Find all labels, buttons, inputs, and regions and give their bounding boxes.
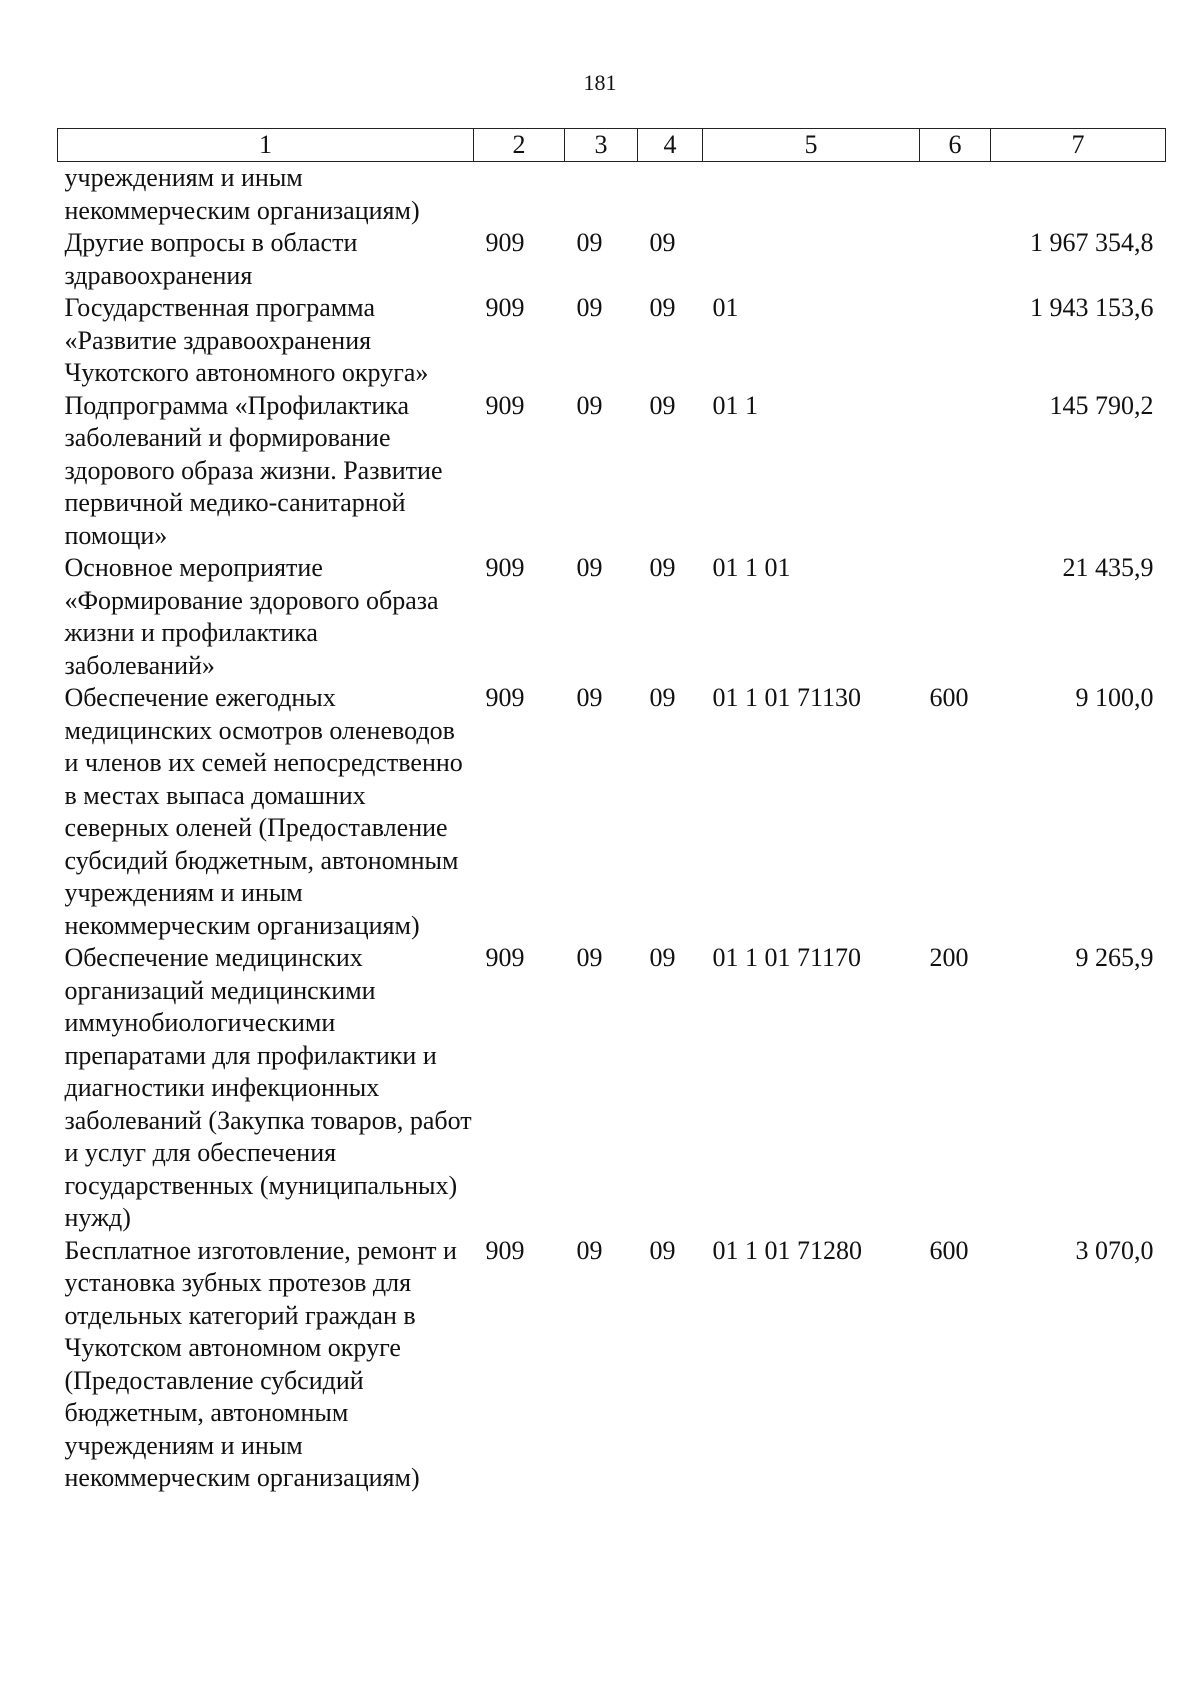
column-header-3: 3 — [565, 129, 638, 162]
row-amount: 145 790,2 — [1049, 390, 1154, 420]
table-row — [58, 552, 1166, 682]
row-expense-type — [920, 552, 991, 682]
row-ministry-code: 909 — [485, 553, 525, 582]
row-expense-type — [920, 390, 991, 553]
table-row — [58, 390, 1166, 553]
row-expense-type: 600 — [929, 683, 969, 712]
header-row — [58, 129, 1166, 162]
row-target-article: 01 1 — [712, 390, 758, 420]
column-header-6: 6 — [920, 129, 991, 162]
row-name: Подпрограмма «Профилактика заболеваний и формирование здорового образа жизни. Развитие первичной медико-санитарной помощи» — [64, 390, 443, 550]
row-expense-type — [920, 292, 991, 390]
table-header — [58, 129, 1166, 162]
row-ministry-code: 909 — [485, 293, 525, 322]
row-target-article: 01 — [712, 293, 739, 322]
table-row — [58, 292, 1166, 390]
table-row — [58, 227, 1166, 292]
budget-table — [57, 128, 1166, 1495]
row-subsection-code — [638, 162, 703, 228]
row-name: Другие вопросы в области здравоохранения — [64, 228, 358, 290]
row-target-article: 01 1 01 — [712, 553, 791, 582]
row-target-article — [703, 162, 920, 228]
row-name: учреждениям и иным некоммерческим организациям) — [64, 163, 420, 225]
table-row — [58, 162, 1166, 228]
row-ministry-code: 909 — [485, 390, 525, 420]
column-header-1: 1 — [58, 129, 474, 162]
row-name: Бесплатное изготовление, ремонт и установка зубных протезов для отдельных категорий граждан в Чукотском автономном округе (Предоставление субсидий бюджетным, автономным учреждениям и иным некоммерческим организациям) — [64, 1235, 457, 1492]
row-name: Основное мероприятие «Формирование здорового образа жизни и профилактика заболеваний» — [64, 553, 439, 680]
row-amount — [991, 162, 1166, 228]
row-subsection-code: 09 — [649, 1235, 676, 1265]
row-amount: 1 967 354,8 — [1030, 228, 1154, 257]
row-subsection-code: 09 — [649, 390, 676, 420]
row-section-code: 09 — [576, 553, 603, 582]
row-amount: 21 435,9 — [1062, 553, 1154, 582]
row-section-code: 09 — [576, 293, 603, 322]
row-expense-type: 200 — [929, 943, 969, 972]
row-target-article: 01 1 01 71170 — [712, 943, 862, 972]
row-name: Обеспечение медицинских организаций медицинскими иммунобиологическими препаратами для профилактики и диагностики инфекционных заболеваний (Закупка товаров, работ и услуг для обеспечения государственных (муниципальных) нужд) — [64, 943, 472, 1232]
page-number: 181 — [583, 70, 617, 95]
table-body — [58, 162, 1166, 1495]
row-subsection-code: 09 — [649, 228, 676, 257]
row-name: Обеспечение ежегодных медицинских осмотров оленеводов и членов их семей непосредственно в местах выпаса домашних северных оленей (Предоставление субсидий бюджетным, автономным учреждениям и иным некоммерческим организациям) — [64, 683, 463, 940]
row-section-code: 09 — [576, 683, 603, 712]
row-ministry-code: 909 — [485, 1235, 525, 1265]
column-header-4: 4 — [638, 129, 703, 162]
row-section-code: 09 — [576, 390, 603, 420]
column-header-2: 2 — [474, 129, 565, 162]
column-header-7: 7 — [991, 129, 1166, 162]
row-expense-type — [920, 162, 991, 228]
row-amount: 9 265,9 — [1075, 943, 1154, 972]
row-expense-type: 600 — [929, 1235, 969, 1265]
table-row — [58, 1235, 1166, 1495]
row-subsection-code: 09 — [649, 553, 676, 582]
row-amount: 9 100,0 — [1075, 683, 1154, 712]
row-subsection-code: 09 — [649, 293, 676, 322]
row-target-article: 01 1 01 71130 — [712, 683, 862, 712]
row-ministry-code: 909 — [485, 683, 525, 712]
row-target-article — [703, 227, 920, 292]
row-name: Государственная программа «Развитие здравоохранения Чукотского автономного округа» — [64, 293, 429, 387]
table-row — [58, 682, 1166, 942]
row-subsection-code: 09 — [649, 683, 676, 712]
row-section-code: 09 — [576, 1235, 603, 1265]
row-amount: 3 070,0 — [1075, 1235, 1154, 1265]
row-section-code: 09 — [576, 943, 603, 972]
row-ministry-code: 909 — [485, 943, 525, 972]
row-target-article: 01 1 01 71280 — [712, 1235, 862, 1265]
row-section-code: 09 — [576, 228, 603, 257]
row-section-code — [565, 162, 638, 228]
row-amount: 1 943 153,6 — [1030, 293, 1154, 322]
row-ministry-code — [474, 162, 565, 228]
row-subsection-code: 09 — [649, 943, 676, 972]
table-row — [58, 942, 1166, 1235]
column-header-5: 5 — [703, 129, 920, 162]
row-ministry-code: 909 — [485, 228, 525, 257]
row-expense-type — [920, 227, 991, 292]
